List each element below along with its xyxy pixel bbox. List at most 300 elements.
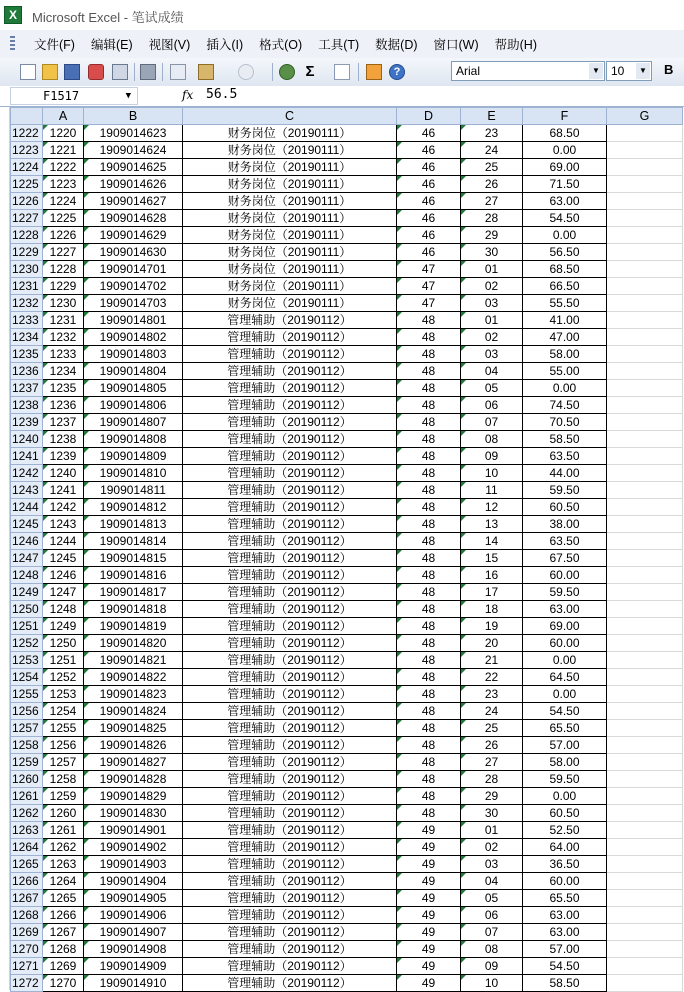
cell-d[interactable]: 46 <box>397 193 461 210</box>
cell-c[interactable]: 管理辅助（20190112） <box>183 720 397 737</box>
row-header[interactable]: 1259 <box>11 754 43 771</box>
cell-a[interactable]: 1243 <box>43 516 84 533</box>
cell-a[interactable]: 1244 <box>43 533 84 550</box>
cell-e[interactable]: 03 <box>461 346 523 363</box>
cell-c[interactable]: 管理辅助（20190112） <box>183 414 397 431</box>
column-header[interactable]: G <box>607 108 683 125</box>
cell-d[interactable]: 48 <box>397 499 461 516</box>
cell-g[interactable] <box>607 329 683 346</box>
row-header[interactable]: 1248 <box>11 567 43 584</box>
cell-d[interactable]: 48 <box>397 533 461 550</box>
cell-a[interactable]: 1267 <box>43 924 84 941</box>
cell-e[interactable]: 15 <box>461 550 523 567</box>
row-header[interactable]: 1261 <box>11 788 43 805</box>
cell-e[interactable]: 13 <box>461 516 523 533</box>
cell-c[interactable]: 管理辅助（20190112） <box>183 805 397 822</box>
cell-b[interactable]: 1909014806 <box>84 397 183 414</box>
cell-f[interactable]: 58.00 <box>523 754 607 771</box>
cell-c[interactable]: 管理辅助（20190112） <box>183 822 397 839</box>
cell-b[interactable]: 1909014810 <box>84 465 183 482</box>
cell-f[interactable]: 70.50 <box>523 414 607 431</box>
row-header[interactable]: 1227 <box>11 210 43 227</box>
row-header[interactable]: 1231 <box>11 278 43 295</box>
row-header[interactable]: 1240 <box>11 431 43 448</box>
row-header[interactable]: 1253 <box>11 652 43 669</box>
cell-c[interactable]: 管理辅助（20190112） <box>183 907 397 924</box>
row-header[interactable]: 1270 <box>11 941 43 958</box>
cell-f[interactable]: 64.50 <box>523 669 607 686</box>
cell-g[interactable] <box>607 346 683 363</box>
row-header[interactable]: 1228 <box>11 227 43 244</box>
cell-b[interactable]: 1909014905 <box>84 890 183 907</box>
cell-b[interactable]: 1909014830 <box>84 805 183 822</box>
cell-f[interactable]: 68.50 <box>523 125 607 142</box>
cell-a[interactable]: 1253 <box>43 686 84 703</box>
cell-d[interactable]: 48 <box>397 618 461 635</box>
cell-a[interactable]: 1228 <box>43 261 84 278</box>
cell-g[interactable] <box>607 873 683 890</box>
menu-insert[interactable]: 插入(I) <box>206 38 244 52</box>
cell-d[interactable]: 48 <box>397 771 461 788</box>
cell-g[interactable] <box>607 856 683 873</box>
cell-e[interactable]: 01 <box>461 261 523 278</box>
cell-b[interactable]: 1909014816 <box>84 567 183 584</box>
column-header[interactable]: B <box>84 108 183 125</box>
cell-b[interactable]: 1909014808 <box>84 431 183 448</box>
cell-a[interactable]: 1266 <box>43 907 84 924</box>
cell-e[interactable]: 24 <box>461 703 523 720</box>
chevron-down-icon[interactable]: ▼ <box>125 91 131 101</box>
cell-c[interactable]: 财务岗位（20190111） <box>183 227 397 244</box>
cell-f[interactable]: 58.50 <box>523 975 607 992</box>
cell-g[interactable] <box>607 550 683 567</box>
cell-d[interactable]: 48 <box>397 686 461 703</box>
cell-g[interactable] <box>607 652 683 669</box>
cell-a[interactable]: 1222 <box>43 159 84 176</box>
cell-f[interactable]: 0.00 <box>523 142 607 159</box>
cell-c[interactable]: 管理辅助（20190112） <box>183 482 397 499</box>
paste-icon[interactable] <box>198 64 214 80</box>
cell-g[interactable] <box>607 686 683 703</box>
cell-e[interactable]: 27 <box>461 193 523 210</box>
cell-c[interactable]: 财务岗位（20190111） <box>183 295 397 312</box>
cell-d[interactable]: 48 <box>397 788 461 805</box>
cell-c[interactable]: 管理辅助（20190112） <box>183 346 397 363</box>
cell-f[interactable]: 60.50 <box>523 499 607 516</box>
cell-e[interactable]: 03 <box>461 856 523 873</box>
column-header[interactable]: C <box>183 108 397 125</box>
cut-icon[interactable] <box>170 64 186 80</box>
cell-d[interactable]: 46 <box>397 210 461 227</box>
cell-e[interactable]: 07 <box>461 414 523 431</box>
row-header[interactable]: 1264 <box>11 839 43 856</box>
cell-a[interactable]: 1261 <box>43 822 84 839</box>
cell-g[interactable] <box>607 295 683 312</box>
cell-f[interactable]: 63.50 <box>523 533 607 550</box>
cell-g[interactable] <box>607 499 683 516</box>
cell-e[interactable]: 10 <box>461 465 523 482</box>
cell-g[interactable] <box>607 159 683 176</box>
cell-g[interactable] <box>607 176 683 193</box>
cell-f[interactable]: 0.00 <box>523 788 607 805</box>
cell-f[interactable]: 69.00 <box>523 159 607 176</box>
cell-a[interactable]: 1239 <box>43 448 84 465</box>
cell-f[interactable]: 59.50 <box>523 771 607 788</box>
cell-f[interactable]: 41.00 <box>523 312 607 329</box>
cell-f[interactable]: 58.50 <box>523 431 607 448</box>
menu-window[interactable]: 窗口(W) <box>433 38 479 52</box>
cell-f[interactable]: 60.50 <box>523 805 607 822</box>
cell-d[interactable]: 48 <box>397 397 461 414</box>
cell-e[interactable]: 19 <box>461 618 523 635</box>
cell-c[interactable]: 管理辅助（20190112） <box>183 499 397 516</box>
permission-icon[interactable] <box>88 64 104 80</box>
cell-c[interactable]: 财务岗位（20190111） <box>183 193 397 210</box>
cell-c[interactable]: 管理辅助（20190112） <box>183 584 397 601</box>
cell-g[interactable] <box>607 125 683 142</box>
cell-c[interactable]: 财务岗位（20190111） <box>183 125 397 142</box>
cell-a[interactable]: 1254 <box>43 703 84 720</box>
cell-d[interactable]: 49 <box>397 856 461 873</box>
menu-tools[interactable]: 工具(T) <box>318 38 360 52</box>
cell-f[interactable]: 55.50 <box>523 295 607 312</box>
cell-b[interactable]: 1909014823 <box>84 686 183 703</box>
cell-b[interactable]: 1909014825 <box>84 720 183 737</box>
cell-b[interactable]: 1909014906 <box>84 907 183 924</box>
row-header[interactable]: 1232 <box>11 295 43 312</box>
menu-format[interactable]: 格式(O) <box>259 38 303 52</box>
cell-d[interactable]: 48 <box>397 652 461 669</box>
row-header[interactable]: 1246 <box>11 533 43 550</box>
cell-b[interactable]: 1909014630 <box>84 244 183 261</box>
cell-e[interactable]: 17 <box>461 584 523 601</box>
cell-f[interactable]: 0.00 <box>523 380 607 397</box>
cell-e[interactable]: 07 <box>461 924 523 941</box>
cell-e[interactable]: 01 <box>461 822 523 839</box>
cell-f[interactable]: 52.50 <box>523 822 607 839</box>
cell-c[interactable]: 管理辅助（20190112） <box>183 465 397 482</box>
cell-g[interactable] <box>607 822 683 839</box>
cell-f[interactable]: 56.50 <box>523 244 607 261</box>
cell-b[interactable]: 1909014628 <box>84 210 183 227</box>
cell-g[interactable] <box>607 703 683 720</box>
hyperlink-icon[interactable] <box>279 64 295 80</box>
cell-d[interactable]: 46 <box>397 142 461 159</box>
cell-a[interactable]: 1262 <box>43 839 84 856</box>
cell-e[interactable]: 01 <box>461 312 523 329</box>
cell-e[interactable]: 09 <box>461 958 523 975</box>
row-header[interactable]: 1239 <box>11 414 43 431</box>
row-header[interactable]: 1247 <box>11 550 43 567</box>
cell-b[interactable]: 1909014902 <box>84 839 183 856</box>
cell-e[interactable]: 22 <box>461 669 523 686</box>
cell-b[interactable]: 1909014903 <box>84 856 183 873</box>
row-header[interactable]: 1265 <box>11 856 43 873</box>
cell-b[interactable]: 1909014822 <box>84 669 183 686</box>
cell-g[interactable] <box>607 278 683 295</box>
cell-g[interactable] <box>607 601 683 618</box>
row-header[interactable]: 1242 <box>11 465 43 482</box>
cell-b[interactable]: 1909014904 <box>84 873 183 890</box>
row-header[interactable]: 1225 <box>11 176 43 193</box>
row-header[interactable]: 1234 <box>11 329 43 346</box>
cell-a[interactable]: 1269 <box>43 958 84 975</box>
cell-e[interactable]: 16 <box>461 567 523 584</box>
cell-g[interactable] <box>607 720 683 737</box>
cell-b[interactable]: 1909014826 <box>84 737 183 754</box>
cell-b[interactable]: 1909014829 <box>84 788 183 805</box>
cell-a[interactable]: 1268 <box>43 941 84 958</box>
cell-e[interactable]: 25 <box>461 720 523 737</box>
cell-e[interactable]: 11 <box>461 482 523 499</box>
cell-g[interactable] <box>607 890 683 907</box>
cell-d[interactable]: 49 <box>397 958 461 975</box>
menu-file[interactable]: 文件(F) <box>34 38 75 52</box>
row-header[interactable]: 1236 <box>11 363 43 380</box>
cell-a[interactable]: 1252 <box>43 669 84 686</box>
cell-g[interactable] <box>607 618 683 635</box>
cell-e[interactable]: 08 <box>461 431 523 448</box>
print-preview-icon[interactable] <box>112 64 128 80</box>
cell-f[interactable]: 44.00 <box>523 465 607 482</box>
cell-e[interactable]: 21 <box>461 652 523 669</box>
cell-g[interactable] <box>607 907 683 924</box>
row-header[interactable]: 1252 <box>11 635 43 652</box>
cell-f[interactable]: 54.50 <box>523 210 607 227</box>
cell-d[interactable]: 48 <box>397 737 461 754</box>
cell-f[interactable]: 47.00 <box>523 329 607 346</box>
bold-button[interactable]: B <box>664 62 674 77</box>
cell-d[interactable]: 46 <box>397 227 461 244</box>
cell-g[interactable] <box>607 533 683 550</box>
cell-a[interactable]: 1258 <box>43 771 84 788</box>
cell-g[interactable] <box>607 839 683 856</box>
cell-c[interactable]: 管理辅助（20190112） <box>183 533 397 550</box>
row-header[interactable]: 1237 <box>11 380 43 397</box>
cell-c[interactable]: 财务岗位（20190111） <box>183 278 397 295</box>
cell-b[interactable]: 1909014807 <box>84 414 183 431</box>
excel-app-icon[interactable]: X <box>4 6 22 24</box>
menu-grip-handle[interactable] <box>10 36 15 52</box>
cell-d[interactable]: 46 <box>397 125 461 142</box>
row-header[interactable]: 1262 <box>11 805 43 822</box>
cell-b[interactable]: 1909014813 <box>84 516 183 533</box>
cell-e[interactable]: 24 <box>461 142 523 159</box>
cell-b[interactable]: 1909014624 <box>84 142 183 159</box>
cell-f[interactable]: 74.50 <box>523 397 607 414</box>
cell-a[interactable]: 1229 <box>43 278 84 295</box>
cell-g[interactable] <box>607 482 683 499</box>
cell-d[interactable]: 48 <box>397 584 461 601</box>
cell-e[interactable]: 23 <box>461 125 523 142</box>
cell-c[interactable]: 管理辅助（20190112） <box>183 448 397 465</box>
cell-g[interactable] <box>607 363 683 380</box>
cell-b[interactable]: 1909014910 <box>84 975 183 992</box>
cell-e[interactable]: 27 <box>461 754 523 771</box>
cell-d[interactable]: 48 <box>397 363 461 380</box>
cell-b[interactable]: 1909014820 <box>84 635 183 652</box>
cell-b[interactable]: 1909014818 <box>84 601 183 618</box>
cell-b[interactable]: 1909014627 <box>84 193 183 210</box>
cell-b[interactable]: 1909014703 <box>84 295 183 312</box>
cell-b[interactable]: 1909014819 <box>84 618 183 635</box>
cell-c[interactable]: 管理辅助（20190112） <box>183 329 397 346</box>
cell-e[interactable]: 02 <box>461 329 523 346</box>
cell-a[interactable]: 1245 <box>43 550 84 567</box>
cell-a[interactable]: 1263 <box>43 856 84 873</box>
row-header[interactable]: 1254 <box>11 669 43 686</box>
cell-f[interactable]: 67.50 <box>523 550 607 567</box>
cell-a[interactable]: 1259 <box>43 788 84 805</box>
cell-d[interactable]: 48 <box>397 669 461 686</box>
cell-a[interactable]: 1249 <box>43 618 84 635</box>
cell-a[interactable]: 1250 <box>43 635 84 652</box>
cell-a[interactable]: 1232 <box>43 329 84 346</box>
column-header[interactable]: F <box>523 108 607 125</box>
cell-g[interactable] <box>607 448 683 465</box>
row-header[interactable]: 1268 <box>11 907 43 924</box>
column-header[interactable]: D <box>397 108 461 125</box>
cell-g[interactable] <box>607 975 683 992</box>
cell-d[interactable]: 49 <box>397 975 461 992</box>
cell-a[interactable]: 1248 <box>43 601 84 618</box>
cell-c[interactable]: 管理辅助（20190112） <box>183 958 397 975</box>
cell-d[interactable]: 49 <box>397 907 461 924</box>
menu-help[interactable]: 帮助(H) <box>494 38 537 52</box>
cell-a[interactable]: 1256 <box>43 737 84 754</box>
cell-e[interactable]: 30 <box>461 805 523 822</box>
cell-c[interactable]: 管理辅助（20190112） <box>183 635 397 652</box>
row-header[interactable]: 1226 <box>11 193 43 210</box>
row-header[interactable]: 1249 <box>11 584 43 601</box>
cell-f[interactable]: 63.00 <box>523 601 607 618</box>
cell-c[interactable]: 管理辅助（20190112） <box>183 550 397 567</box>
cell-f[interactable]: 63.00 <box>523 907 607 924</box>
row-header[interactable]: 1256 <box>11 703 43 720</box>
cell-f[interactable]: 59.50 <box>523 584 607 601</box>
cell-f[interactable]: 0.00 <box>523 686 607 703</box>
cell-c[interactable]: 管理辅助（20190112） <box>183 516 397 533</box>
undo-icon[interactable] <box>238 64 254 80</box>
cell-f[interactable]: 68.50 <box>523 261 607 278</box>
cell-b[interactable]: 1909014809 <box>84 448 183 465</box>
cell-g[interactable] <box>607 941 683 958</box>
cell-b[interactable]: 1909014901 <box>84 822 183 839</box>
cell-c[interactable]: 管理辅助（20190112） <box>183 431 397 448</box>
row-header[interactable]: 1266 <box>11 873 43 890</box>
column-header[interactable]: A <box>43 108 84 125</box>
open-folder-icon[interactable] <box>42 64 58 80</box>
cell-a[interactable]: 1241 <box>43 482 84 499</box>
cell-f[interactable]: 65.50 <box>523 720 607 737</box>
cell-b[interactable]: 1909014828 <box>84 771 183 788</box>
cell-f[interactable]: 64.00 <box>523 839 607 856</box>
cell-a[interactable]: 1242 <box>43 499 84 516</box>
cell-e[interactable]: 26 <box>461 176 523 193</box>
cell-a[interactable]: 1237 <box>43 414 84 431</box>
cell-b[interactable]: 1909014827 <box>84 754 183 771</box>
cell-d[interactable]: 47 <box>397 295 461 312</box>
menu-view[interactable]: 视图(V) <box>148 38 191 52</box>
cell-d[interactable]: 46 <box>397 176 461 193</box>
cell-e[interactable]: 02 <box>461 278 523 295</box>
cell-f[interactable]: 60.00 <box>523 635 607 652</box>
cell-d[interactable]: 48 <box>397 465 461 482</box>
cell-a[interactable]: 1220 <box>43 125 84 142</box>
cell-d[interactable]: 48 <box>397 567 461 584</box>
cell-b[interactable]: 1909014824 <box>84 703 183 720</box>
cell-a[interactable]: 1246 <box>43 567 84 584</box>
cell-d[interactable]: 48 <box>397 754 461 771</box>
cell-c[interactable]: 管理辅助（20190112） <box>183 652 397 669</box>
cell-b[interactable]: 1909014821 <box>84 652 183 669</box>
cell-a[interactable]: 1223 <box>43 176 84 193</box>
cell-g[interactable] <box>607 567 683 584</box>
cell-c[interactable]: 财务岗位（20190111） <box>183 244 397 261</box>
cell-e[interactable]: 14 <box>461 533 523 550</box>
cell-e[interactable]: 29 <box>461 788 523 805</box>
cell-g[interactable] <box>607 771 683 788</box>
cell-a[interactable]: 1221 <box>43 142 84 159</box>
font-name-select[interactable] <box>451 61 605 81</box>
cell-g[interactable] <box>607 414 683 431</box>
cell-g[interactable] <box>607 584 683 601</box>
cell-e[interactable]: 12 <box>461 499 523 516</box>
cell-a[interactable]: 1225 <box>43 210 84 227</box>
cell-g[interactable] <box>607 261 683 278</box>
cell-c[interactable]: 管理辅助（20190112） <box>183 788 397 805</box>
cell-c[interactable]: 管理辅助（20190112） <box>183 856 397 873</box>
row-header[interactable]: 1243 <box>11 482 43 499</box>
cell-e[interactable]: 23 <box>461 686 523 703</box>
cell-d[interactable]: 49 <box>397 924 461 941</box>
insert-function-icon[interactable]: fx <box>182 88 194 102</box>
cell-a[interactable]: 1224 <box>43 193 84 210</box>
row-header[interactable]: 1244 <box>11 499 43 516</box>
cell-d[interactable]: 48 <box>397 635 461 652</box>
cell-g[interactable] <box>607 380 683 397</box>
cell-g[interactable] <box>607 244 683 261</box>
cell-d[interactable]: 48 <box>397 805 461 822</box>
cell-d[interactable]: 47 <box>397 261 461 278</box>
cell-d[interactable]: 49 <box>397 839 461 856</box>
cell-b[interactable]: 1909014804 <box>84 363 183 380</box>
row-header[interactable]: 1269 <box>11 924 43 941</box>
chevron-down-icon[interactable]: ▼ <box>589 63 603 79</box>
cell-e[interactable]: 06 <box>461 397 523 414</box>
cell-b[interactable]: 1909014909 <box>84 958 183 975</box>
cell-c[interactable]: 管理辅助（20190112） <box>183 839 397 856</box>
cell-a[interactable]: 1230 <box>43 295 84 312</box>
cell-g[interactable] <box>607 312 683 329</box>
row-header[interactable]: 1223 <box>11 142 43 159</box>
cell-f[interactable]: 54.50 <box>523 958 607 975</box>
cell-c[interactable]: 财务岗位（20190111） <box>183 261 397 278</box>
cell-d[interactable]: 48 <box>397 448 461 465</box>
cell-f[interactable]: 69.00 <box>523 618 607 635</box>
font-size-select[interactable] <box>606 61 652 81</box>
cell-c[interactable]: 管理辅助（20190112） <box>183 941 397 958</box>
menu-edit[interactable]: 编辑(E) <box>90 38 133 52</box>
cell-b[interactable]: 1909014626 <box>84 176 183 193</box>
cell-b[interactable]: 1909014803 <box>84 346 183 363</box>
row-header[interactable]: 1263 <box>11 822 43 839</box>
cell-g[interactable] <box>607 754 683 771</box>
cell-e[interactable]: 25 <box>461 159 523 176</box>
cell-c[interactable]: 管理辅助（20190112） <box>183 703 397 720</box>
cell-a[interactable]: 1265 <box>43 890 84 907</box>
new-document-icon[interactable] <box>20 64 36 80</box>
